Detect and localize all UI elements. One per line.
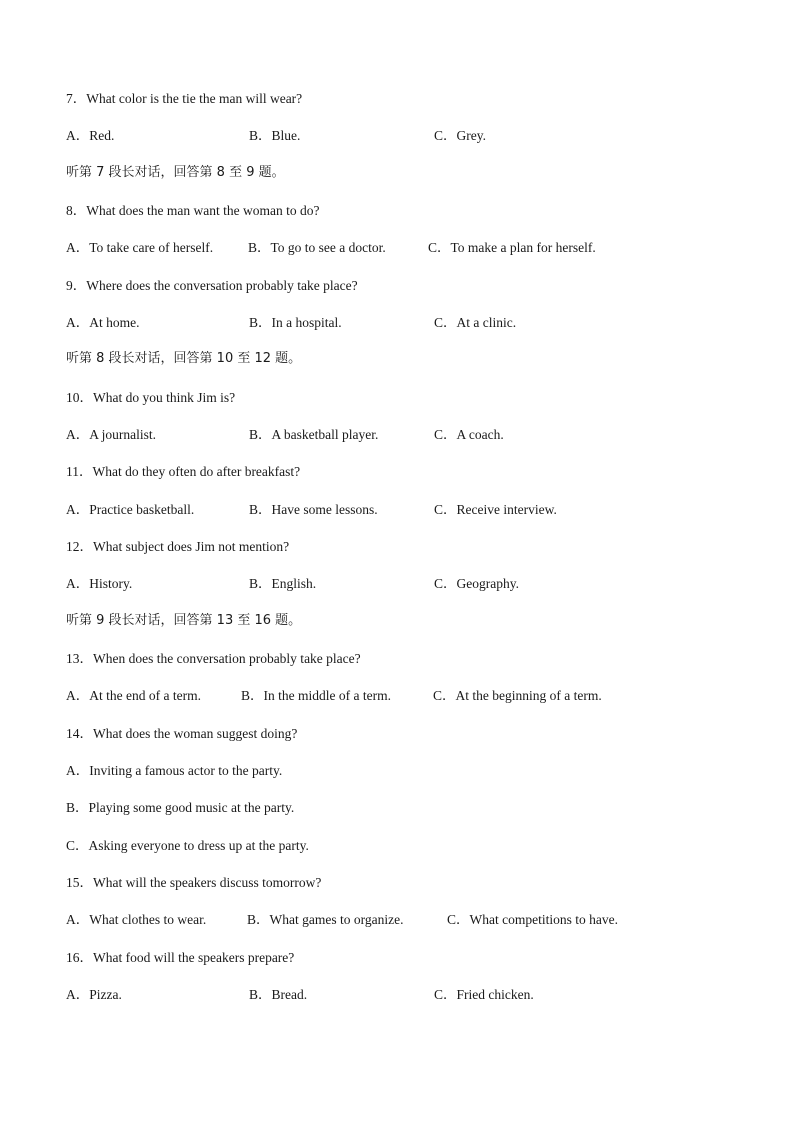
question-16-option-b: B．Bread. bbox=[249, 987, 308, 1002]
question-9-option-a: A．At home. bbox=[66, 315, 140, 330]
question-11-stem: 11．What do they often do after breakfast? bbox=[66, 464, 301, 479]
question-9-option-b: B．In a hospital. bbox=[249, 315, 342, 330]
question-15-option-b: B．What games to organize. bbox=[247, 912, 404, 927]
section-7-instruction: 听第 7 段长对话，回答第 8 至 9 题。 bbox=[66, 165, 285, 180]
question-15-option-c: C．What competitions to have. bbox=[447, 912, 618, 927]
question-7-option-c: C．Grey. bbox=[434, 128, 486, 143]
question-12-option-a: A．History. bbox=[66, 576, 133, 591]
question-8-stem: 8．What does the man want the woman to do? bbox=[66, 203, 320, 218]
question-11-option-c: C．Receive interview. bbox=[434, 502, 557, 517]
question-7-option-a: A．Red. bbox=[66, 128, 115, 143]
question-15-stem: 15．What will the speakers discuss tomorrow? bbox=[66, 875, 322, 890]
question-7-option-b: B．Blue. bbox=[249, 128, 301, 143]
question-12-option-c: C．Geography. bbox=[434, 576, 519, 591]
question-12-option-b: B．English. bbox=[249, 576, 317, 591]
question-13-option-b: B．In the middle of a term. bbox=[241, 688, 391, 703]
question-11-option-a: A．Practice basketball. bbox=[66, 502, 195, 517]
question-13-option-c: C．At the beginning of a term. bbox=[433, 688, 602, 703]
section-9-instruction: 听第 9 段长对话，回答第 13 至 16 题。 bbox=[66, 613, 302, 628]
question-10-option-c: C．A coach. bbox=[434, 427, 504, 442]
question-7-stem: 7．What color is the tie the man will wear? bbox=[66, 91, 303, 106]
question-16-option-c: C．Fried chicken. bbox=[434, 987, 534, 1002]
question-8-option-a: A．To take care of herself. bbox=[66, 240, 214, 255]
question-12-stem: 12．What subject does Jim not mention? bbox=[66, 539, 290, 554]
question-14-option-b: B．Playing some good music at the party. bbox=[66, 800, 295, 815]
question-14-option-a: A．Inviting a famous actor to the party. bbox=[66, 763, 283, 778]
question-11-option-b: B．Have some lessons. bbox=[249, 502, 378, 517]
question-10-option-a: A．A journalist. bbox=[66, 427, 156, 442]
question-16-stem: 16．What food will the speakers prepare? bbox=[66, 950, 295, 965]
question-8-option-b: B．To go to see a doctor. bbox=[248, 240, 386, 255]
question-14-option-c: C．Asking everyone to dress up at the party. bbox=[66, 838, 309, 853]
question-14-stem: 14．What does the woman suggest doing? bbox=[66, 726, 298, 741]
question-9-stem: 9．Where does the conversation probably take place? bbox=[66, 278, 358, 293]
question-10-option-b: B．A basketball player. bbox=[249, 427, 379, 442]
question-10-stem: 10．What do you think Jim is? bbox=[66, 390, 236, 405]
question-13-option-a: A．At the end of a term. bbox=[66, 688, 201, 703]
question-9-option-c: C．At a clinic. bbox=[434, 315, 517, 330]
question-15-option-a: A．What clothes to wear. bbox=[66, 912, 207, 927]
question-8-option-c: C．To make a plan for herself. bbox=[428, 240, 596, 255]
section-8-instruction: 听第 8 段长对话，回答第 10 至 12 题。 bbox=[66, 351, 302, 366]
question-16-option-a: A．Pizza. bbox=[66, 987, 122, 1002]
question-13-stem: 13．When does the conversation probably take place? bbox=[66, 651, 361, 666]
